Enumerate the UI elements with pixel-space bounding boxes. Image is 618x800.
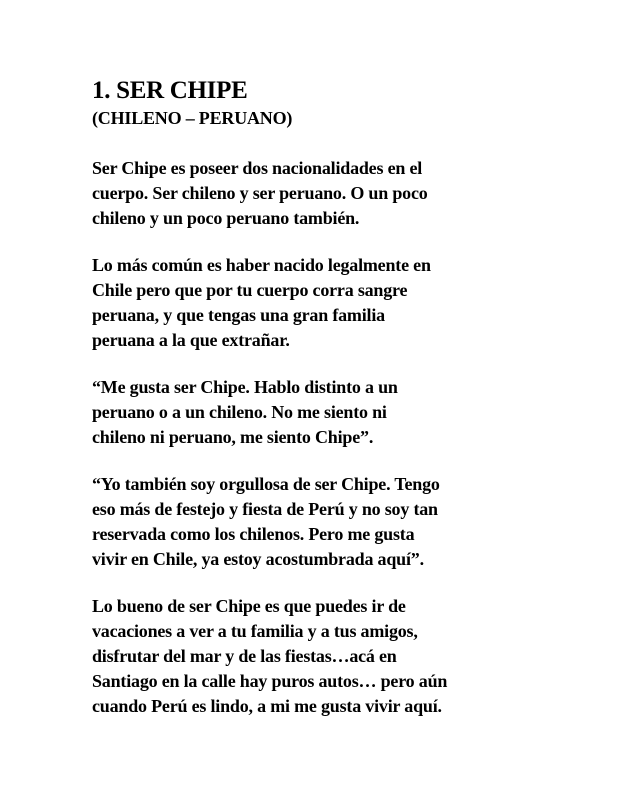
- text-line: Ser Chipe es poseer dos nacionalidades en el: [92, 158, 423, 178]
- text-line: “Yo también soy orgullosa de ser Chipe. Tengo: [92, 474, 440, 494]
- text-line: vivir en Chile, ya estoy acostumbrada aquí”.: [92, 549, 424, 569]
- text-line: cuando Perú es lindo, a mi me gusta vivir aquí.: [92, 696, 442, 716]
- document-page: [92, 76, 592, 741]
- text-line: peruano o a un chileno. No me siento ni: [92, 402, 387, 422]
- paragraph-quote-two: [92, 472, 592, 572]
- paragraph-common-case: [92, 253, 592, 353]
- paragraph-quote-one: [92, 375, 592, 450]
- text-line: cuerpo. Ser chileno y ser peruano. O un poco: [92, 183, 428, 203]
- text-line: vacaciones a ver a tu familia y a tus amigos,: [92, 621, 418, 641]
- text-line: “Me gusta ser Chipe. Hablo distinto a un: [92, 377, 398, 397]
- paragraph-benefits: [92, 594, 592, 719]
- text-line: chileno y un poco peruano también.: [92, 208, 360, 228]
- text-line: Lo más común es haber nacido legalmente en: [92, 255, 431, 275]
- text-line: peruana a la que extrañar.: [92, 330, 290, 350]
- text-line: Lo bueno de ser Chipe es que puedes ir de: [92, 596, 406, 616]
- text-line: Santiago en la calle hay puros autos… pero aún: [92, 671, 448, 691]
- page-title: 1. SER CHIPE: [92, 77, 248, 104]
- text-line: reservada como los chilenos. Pero me gusta: [92, 524, 415, 544]
- text-line: chileno ni peruano, me siento Chipe”.: [92, 427, 374, 447]
- page-subtitle: (CHILENO – PERUANO): [92, 108, 293, 128]
- paragraph-definition: [92, 156, 592, 231]
- text-line: disfrutar del mar y de las fiestas…acá en: [92, 646, 397, 666]
- text-line: Chile pero que por tu cuerpo corra sangre: [92, 280, 408, 300]
- text-line: eso más de festejo y fiesta de Perú y no soy tan: [92, 499, 438, 519]
- text-line: peruana, y que tengas una gran familia: [92, 305, 385, 325]
